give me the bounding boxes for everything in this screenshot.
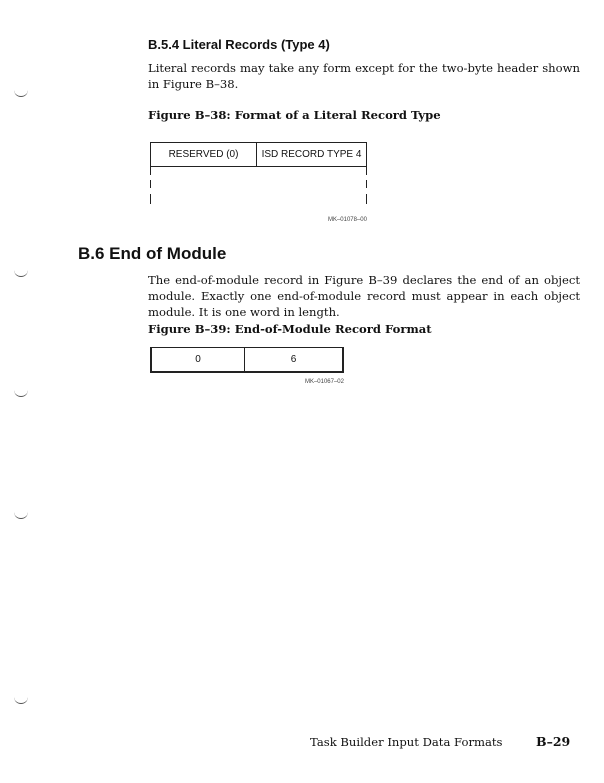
figure-caption: Figure B–39: End-of-Module Record Format — [148, 322, 432, 336]
margin-mark — [14, 512, 28, 519]
low-byte-cell: 6 — [244, 347, 344, 373]
high-byte-cell: 0 — [150, 347, 245, 373]
figure-id: MK–01067–02 — [304, 379, 344, 385]
paragraph: The end-of-module record in Figure B–39 declares the end of an object module. Exactly one end-of-module record must appear in each object module. It is one word in length. — [148, 273, 580, 319]
footer-title: Task Builder Input Data Formats — [310, 735, 503, 749]
section-heading: B.6 End of Module — [78, 244, 227, 263]
margin-mark — [14, 90, 28, 97]
margin-mark — [14, 390, 28, 397]
margin-mark — [14, 270, 28, 277]
figure-caption: Figure B–38: Format of a Literal Record Type — [148, 108, 441, 122]
figure-id: MK–01078–00 — [327, 217, 367, 223]
record-type-cell: ISD RECORD TYPE 4 — [256, 142, 367, 167]
margin-mark — [14, 697, 28, 704]
reserved-cell: RESERVED (0) — [150, 142, 257, 167]
page-number: B–29 — [536, 734, 571, 749]
paragraph: Literal records may take any form except for the two-byte header shown in Figure B–38. — [148, 61, 580, 91]
section-heading: B.5.4 Literal Records (Type 4) — [148, 37, 330, 52]
